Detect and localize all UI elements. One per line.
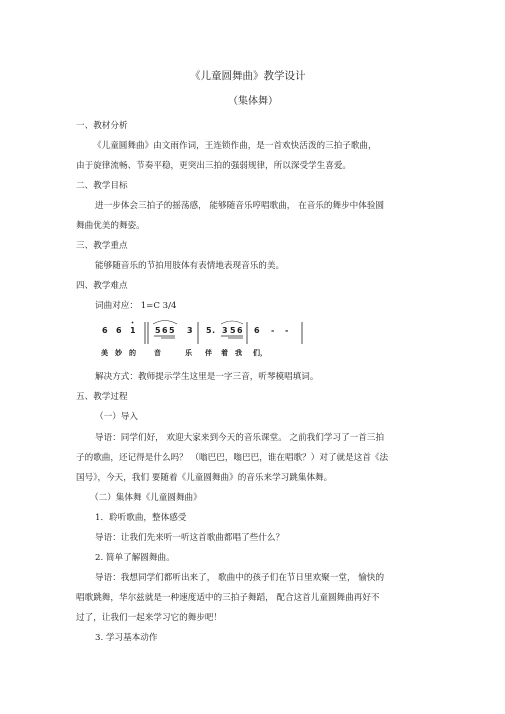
note: 6	[162, 326, 168, 335]
note: 6	[237, 326, 243, 335]
paragraph-line: 进一步体会三拍子的摇荡感， 能够随音乐哼唱歌曲， 在音乐的舞步中体验圆	[95, 201, 385, 211]
paragraph-line: 导语：我想同学们都听出来了， 歌曲中的孩子们在节日里欢聚一堂， 愉快的	[95, 573, 385, 583]
paragraph-line: 国号》，今天，我们 要随着《儿童圆舞曲》的音乐来学习跳集体舞。	[76, 473, 333, 483]
high-octave-dot	[132, 322, 134, 324]
slur	[221, 321, 243, 324]
doc-title: 《儿童圆舞曲》教学设计	[190, 70, 306, 82]
lyric: 音	[154, 348, 161, 357]
lyric: 乐	[185, 348, 192, 357]
paragraph-line: 导语：同学们好， 欢迎大家来到今天的音乐课堂。 之前我们学习了一首三拍	[95, 433, 385, 443]
lyric: 着	[221, 348, 228, 357]
paragraph-line: 由于旋律流畅、节奏平稳，更突出三拍的强弱规律，所以深受学生喜爱。	[76, 161, 352, 171]
step-heading: 2. 简单了解圆舞曲。	[95, 553, 175, 563]
doc-subtitle: （集体舞）	[228, 96, 278, 107]
lyric: 们，	[253, 348, 267, 357]
note: 3	[187, 326, 193, 335]
step-heading: 1．聆听歌曲，整体感受	[95, 513, 187, 523]
slur	[153, 321, 177, 325]
paragraph-line: 解决方式：教师提示学生这里是一字三音，听琴模唱填词。	[95, 372, 319, 382]
paragraph-line: 过了，让我们一起来学习它的舞步吧！	[76, 613, 223, 623]
lyric: 我	[235, 348, 242, 357]
lyric: 美	[101, 348, 108, 357]
note: -	[285, 326, 289, 335]
paragraph-line: 唱歌跳舞，华尔兹就是一种速度适中的三拍子舞蹈， 配合这首儿童圆舞曲再好不	[76, 593, 380, 603]
notation-key-label: 词曲对应： 1=C 3/4	[95, 301, 177, 311]
note: 6	[102, 326, 108, 335]
music-notation-excerpt	[95, 318, 307, 362]
note: 5	[169, 326, 175, 335]
section-heading: 二、教学目标	[76, 181, 128, 191]
note: 3	[222, 326, 228, 335]
paragraph-line: 能够随音乐的节拍用肢体有表情地表现音乐的美。	[95, 261, 285, 271]
section-heading: 四、教学难点	[76, 281, 128, 291]
paragraph-line: 《儿童圆舞曲》由文雨作词，王连锁作曲，是一首欢快活泼的三拍子歌曲，	[93, 141, 377, 151]
note: .	[212, 326, 216, 335]
note: 6	[116, 326, 122, 335]
paragraph-line: 导语：让我们先来听一听这首歌曲都唱了些什么？	[95, 533, 285, 543]
paragraph-line: 子的歌曲，还记得是什么吗？ （嗡巴巴，嗡巴巴，谁在唱歌？）对了就是这首《法	[76, 453, 389, 463]
step-heading: 3. 学习基本动作	[95, 633, 158, 643]
note: 5	[206, 326, 212, 335]
section-heading: 一、教材分析	[76, 121, 128, 131]
section-heading: 五、教学过程	[76, 392, 128, 402]
note: 5	[155, 326, 161, 335]
lyric: 妙	[115, 348, 122, 357]
note: -	[271, 326, 275, 335]
note: 1	[130, 326, 136, 335]
lyric: 伴	[205, 348, 212, 357]
paragraph-line: 舞曲优美的舞姿。	[76, 221, 145, 231]
lyric: 的	[129, 348, 136, 357]
subsection-heading: （二）集体舞《儿童圆舞曲》	[90, 493, 202, 503]
notation-svg	[95, 318, 307, 362]
note: 5	[230, 326, 236, 335]
section-heading: 三、教学重点	[76, 241, 128, 251]
note: 6	[254, 326, 260, 335]
subsection-heading: （一）导入	[95, 412, 138, 422]
